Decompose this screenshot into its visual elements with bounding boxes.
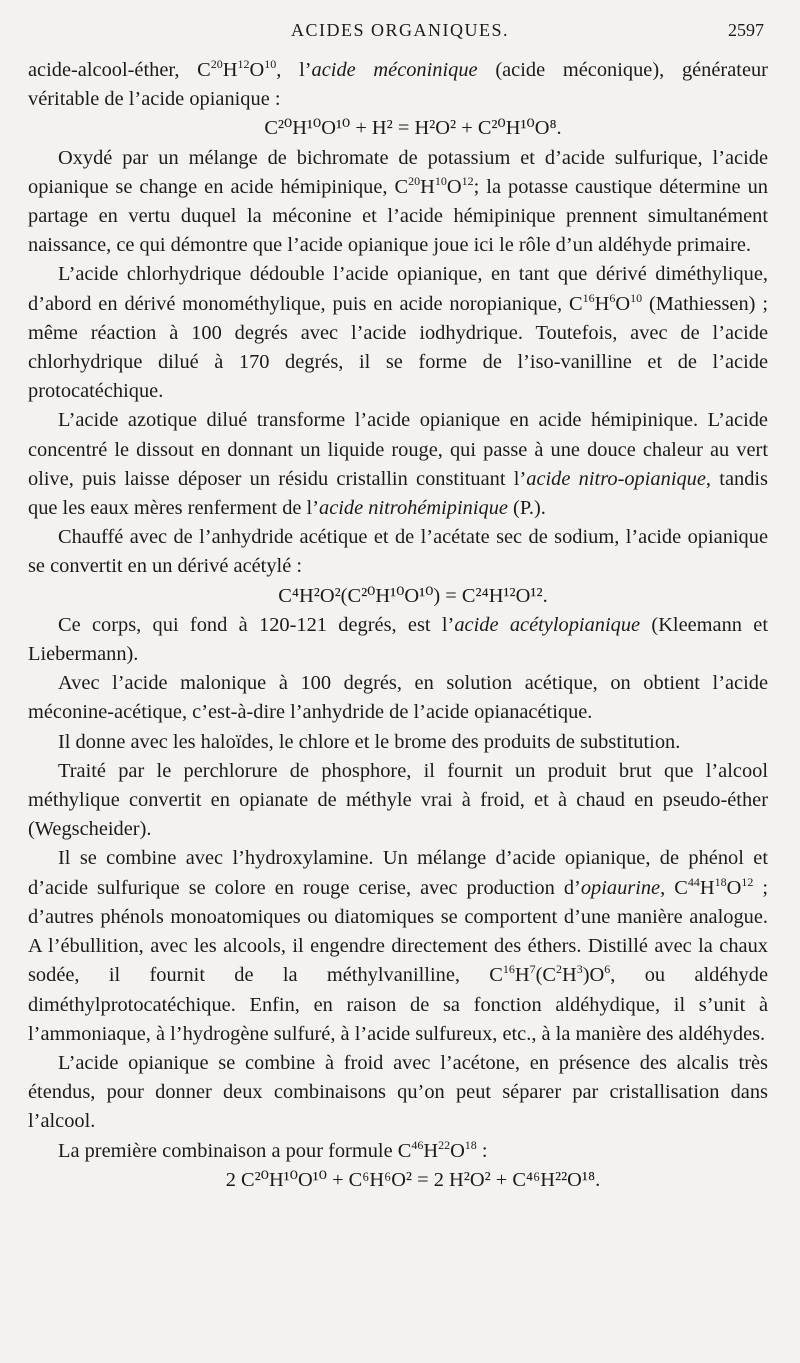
- paragraph-3: L’acide chlorhydrique dédouble l’acide opianique, en tant que dérivé diméthylique, d’abord en dérivé monométhylique, puis en acide noropianique, $C^{16}H^6O^{10}$ (Mathiessen) ; même réaction à 100 degrés avec l’acide iodhydrique. Toutefois, avec de l’acide chlorhydrique dilué à 170 degrés, il se forme de l’iso-vanilline et de l’acide protocatéchique.: [28, 263, 768, 403]
- paragraph-6: Ce corps, qui fond à 120-121 degrés, est l’acide acétylopianique (Kleemann et Liebermann).: [28, 613, 769, 666]
- paragraph-11: L’acide opianique se combine à froid avec l’acétone, en présence des alcalis très étendus, pour donner deux combinaisons qu’on peut séparer par cristallisation dans l’alcool.: [28, 1051, 768, 1133]
- equation-2: C⁴H²O²(C²⁰H¹⁰O¹⁰) = C²⁴H¹²O¹².: [278, 584, 548, 607]
- term-acide-acetylopianique: acide acétylopianique: [454, 613, 641, 636]
- paragraph-7: Avec l’acide malonique à 100 degrés, en solution acétique, on obtient l’acide méconine-acétique, c’est-à-dire l’anhydride de l’acide opianacétique.: [28, 672, 768, 724]
- term-acide-meconinique: acide méconinique: [311, 59, 478, 81]
- paragraph-9: Traité par le perchlorure de phosphore, il fournit un produit brut que l’alcool méthylique convertit en opianate de méthyle vrai à froid, et à chaud en pseudo-éther (Wegscheider).: [28, 759, 768, 841]
- term-opiaurine: opiaurine: [580, 876, 661, 899]
- paragraph-1: acide-alcool-éther, $C^{20}H^{12}O^{10}$, l’acide méconinique (acide méconique), générateur véritable de l’acide opianique :: [28, 57, 768, 111]
- body-text: [28, 56, 768, 1195]
- page-number: 2597: [728, 20, 764, 40]
- term-acide-nitro-opianique: acide nitro-opianique: [526, 467, 706, 490]
- paragraph-4: L’acide azotique dilué transforme l’acide opianique en acide hémipinique. L’acide concentré le dissout en donnant un liquide rouge, qui passe à une douce chaleur au vert olive, puis laisse déposer un résidu cristallin constituant l’acide nitro-opianique, tandis que les eaux mères renferment de l’acide nitrohémipinique (P.).: [28, 409, 768, 520]
- paragraph-5: Chauffé avec de l’anhydride acétique et de l’acétate sec de sodium, l’acide opianique se convertit en un dérivé acétylé :: [28, 526, 768, 578]
- term-acide-nitrohemipinique: acide nitrohémipinique: [319, 497, 508, 520]
- equation-3: 2 C²⁰H¹⁰O¹⁰ + C⁶H⁶O² = 2 H²O² + C⁴⁶H²²O¹⁸.: [225, 1168, 601, 1191]
- paragraph-2: Oxydé par un mélange de bichromate de potassium et d’acide sulfurique, l’acide opianique se change en acide hémipinique, $C^{20}H^{10}O^{12}$; la potasse caustique détermine un partage en vertu duquel la méconine et l’acide hémipinique prennent simultanément naissance, ce qui démontre que l’acide opianique joue ici le rôle d’un aldéhyde primaire.: [28, 146, 769, 257]
- running-title: ACIDES ORGANIQUES.: [290, 20, 509, 40]
- paragraph-12: La première combinaison a pour formule $C^{46}H^{22}O^{18}$ :: [58, 1137, 488, 1162]
- equation-1: C²⁰H¹⁰O¹⁰ + H² = H²O² + C²⁰H¹⁰O⁸.: [264, 117, 562, 140]
- paragraph-8: Il donne avec les haloïdes, le chlore et le brome des produits de substitution.: [58, 730, 681, 753]
- running-header: [0, 18, 800, 44]
- paragraph-10: Il se combine avec l’hydroxylamine. Un mélange d’acide opianique, de phénol et d’acide sulfurique se colore en rouge cerise, avec production d’opiaurine, $C^{44}H^{18}O^{12}$ ; d’autres phénols monoatomiques ou diatomiques se comportent d’une manière analogue. A l’ébullition, avec les alcools, il engendre directement des éthers. Distillé avec la chaux sodée, il fournit de la méthylvanilline, $C^{16}H^7(C^2H^3)O^6$, ou aldéhyde diméthylprotocatéchique. Enfin, en raison de sa fonction aldéhydique, il s’unit à l’ammoniaque, à l’hydrogène sulfuré, à l’acide sulfureux, etc., à la manière des aldéhydes.: [28, 847, 769, 1045]
